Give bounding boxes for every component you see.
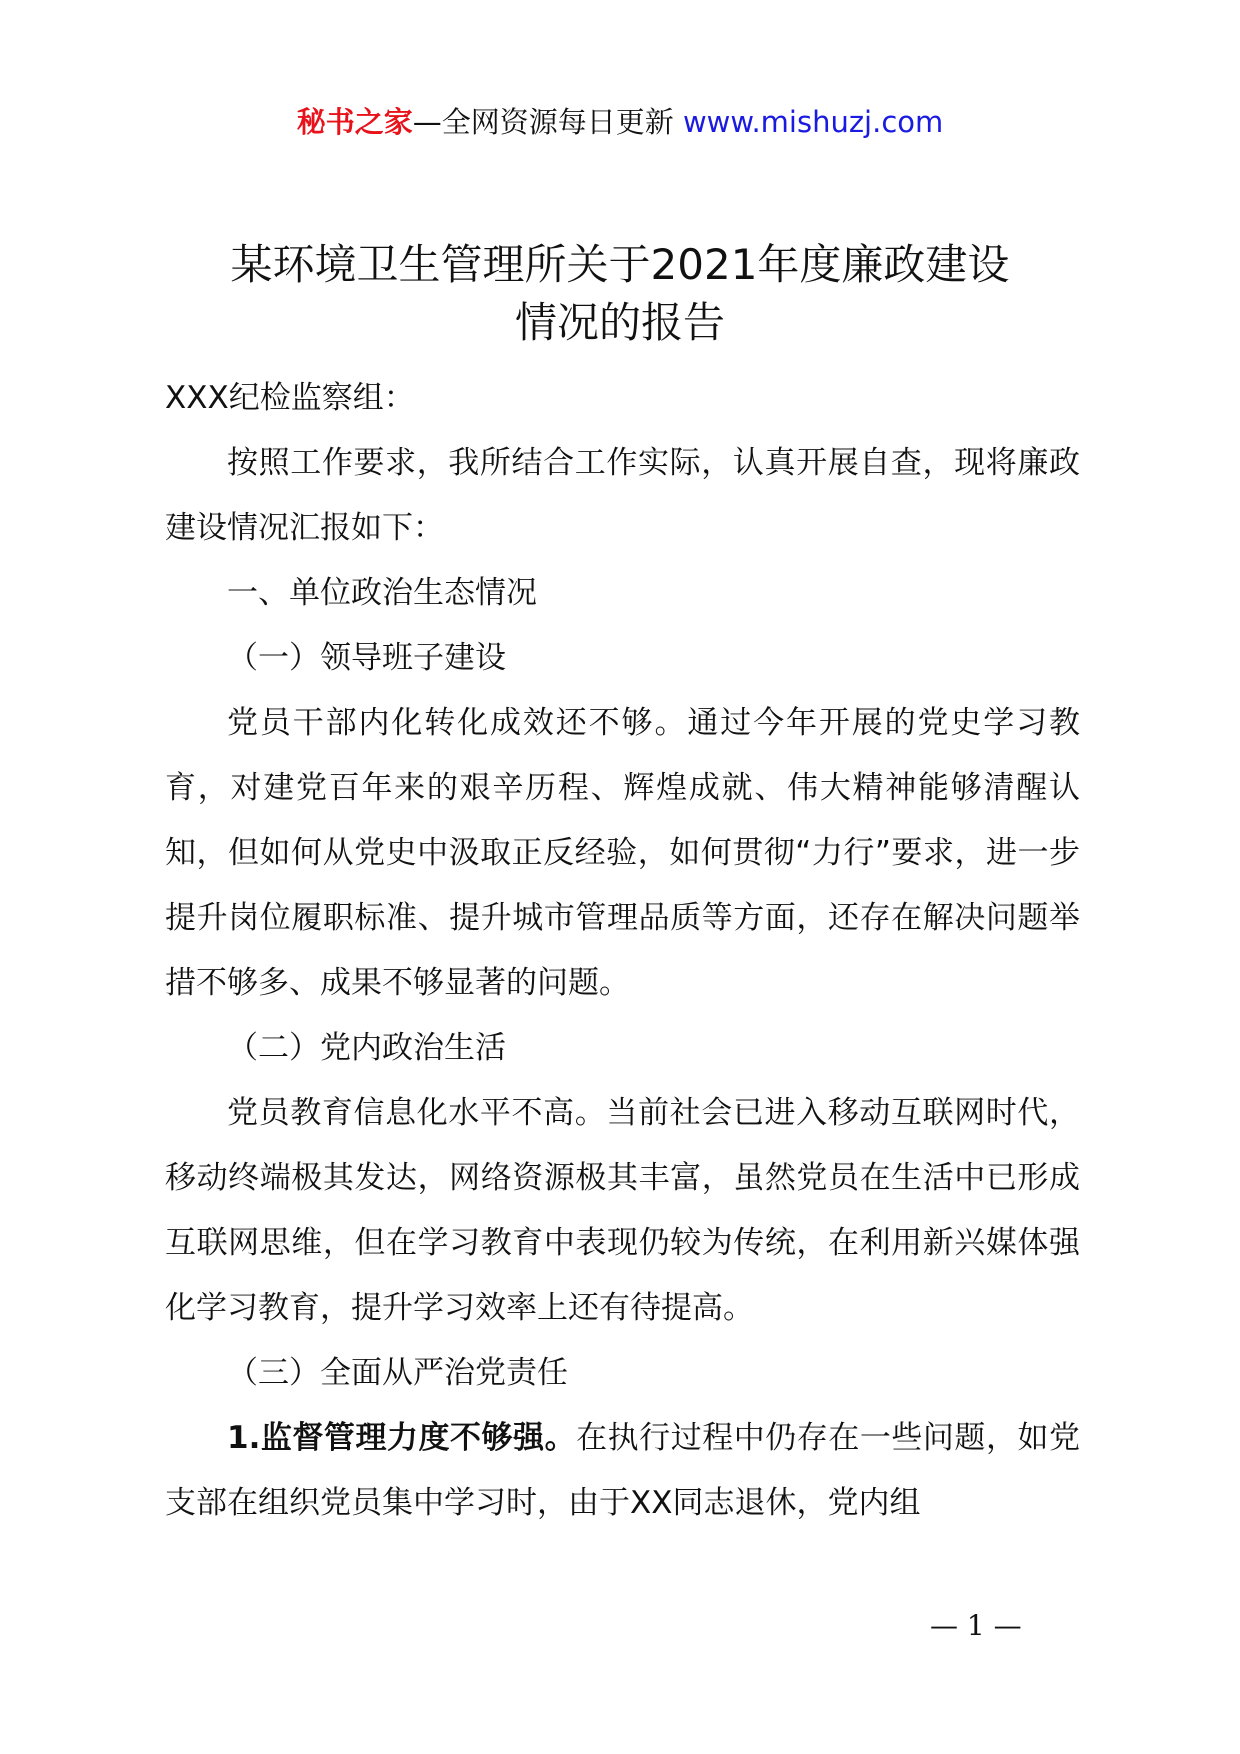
document-title-line-1: 某环境卫生管理所关于2021年度廉政建设 xyxy=(230,240,1010,289)
subsection-1-heading: （一）领导班子建设 xyxy=(227,640,506,676)
document-title-line-2: 情况的报告 xyxy=(514,298,725,347)
intro-paragraph: 按照工作要求，我所结合工作实际，认真开展自查，现将廉政建设情况汇报如下： xyxy=(165,445,1080,546)
subsection-3-heading: （三）全面从严治党责任 xyxy=(227,1355,568,1391)
document-title xyxy=(150,236,1090,352)
salutation: XXX纪检监察组： xyxy=(165,380,415,416)
subsection-2-paragraph: 党员教育信息化水平不高。当前社会已进入移动互联网时代，移动终端极其发达，网络资源极其丰富，虽然党员在生活中已形成互联网思维，但在学习教育中表现仍较为传统，在利用新兴媒体强化学习教育，提升学习效率上还有待提高。 xyxy=(165,1095,1080,1326)
header-slogan: —全网资源每日更新 xyxy=(412,105,674,139)
document-body xyxy=(165,366,1080,1536)
subsection-2-heading: （二）党内政治生活 xyxy=(227,1030,506,1066)
page-number: — 1 — xyxy=(930,1609,1022,1642)
site-url-link[interactable]: www.mishuzj.com xyxy=(682,105,944,139)
item-1-paragraph xyxy=(165,1406,1080,1536)
section-1-heading: 一、单位政治生态情况 xyxy=(227,575,537,611)
site-header-banner xyxy=(0,100,1240,144)
item-1-lead: 1.监督管理力度不够强。 xyxy=(227,1420,577,1456)
brand-name: 秘书之家 xyxy=(296,105,413,139)
item-1-text: 在执行过程中仍存在一些问题，如党支部在组织党员集中学习时，由于XX同志退休，党内组 xyxy=(165,1420,1080,1521)
subsection-1-paragraph: 党员干部内化转化成效还不够。通过今年开展的党史学习教育，对建党百年来的艰辛历程、辉煌成就、伟大精神能够清醒认知，但如何从党史中汲取正反经验，如何贯彻“力行”要求，进一步提升岗位履职标准、提升城市管理品质等方面，还存在解决问题举措不够多、成果不够显著的问题。 xyxy=(165,705,1080,1001)
